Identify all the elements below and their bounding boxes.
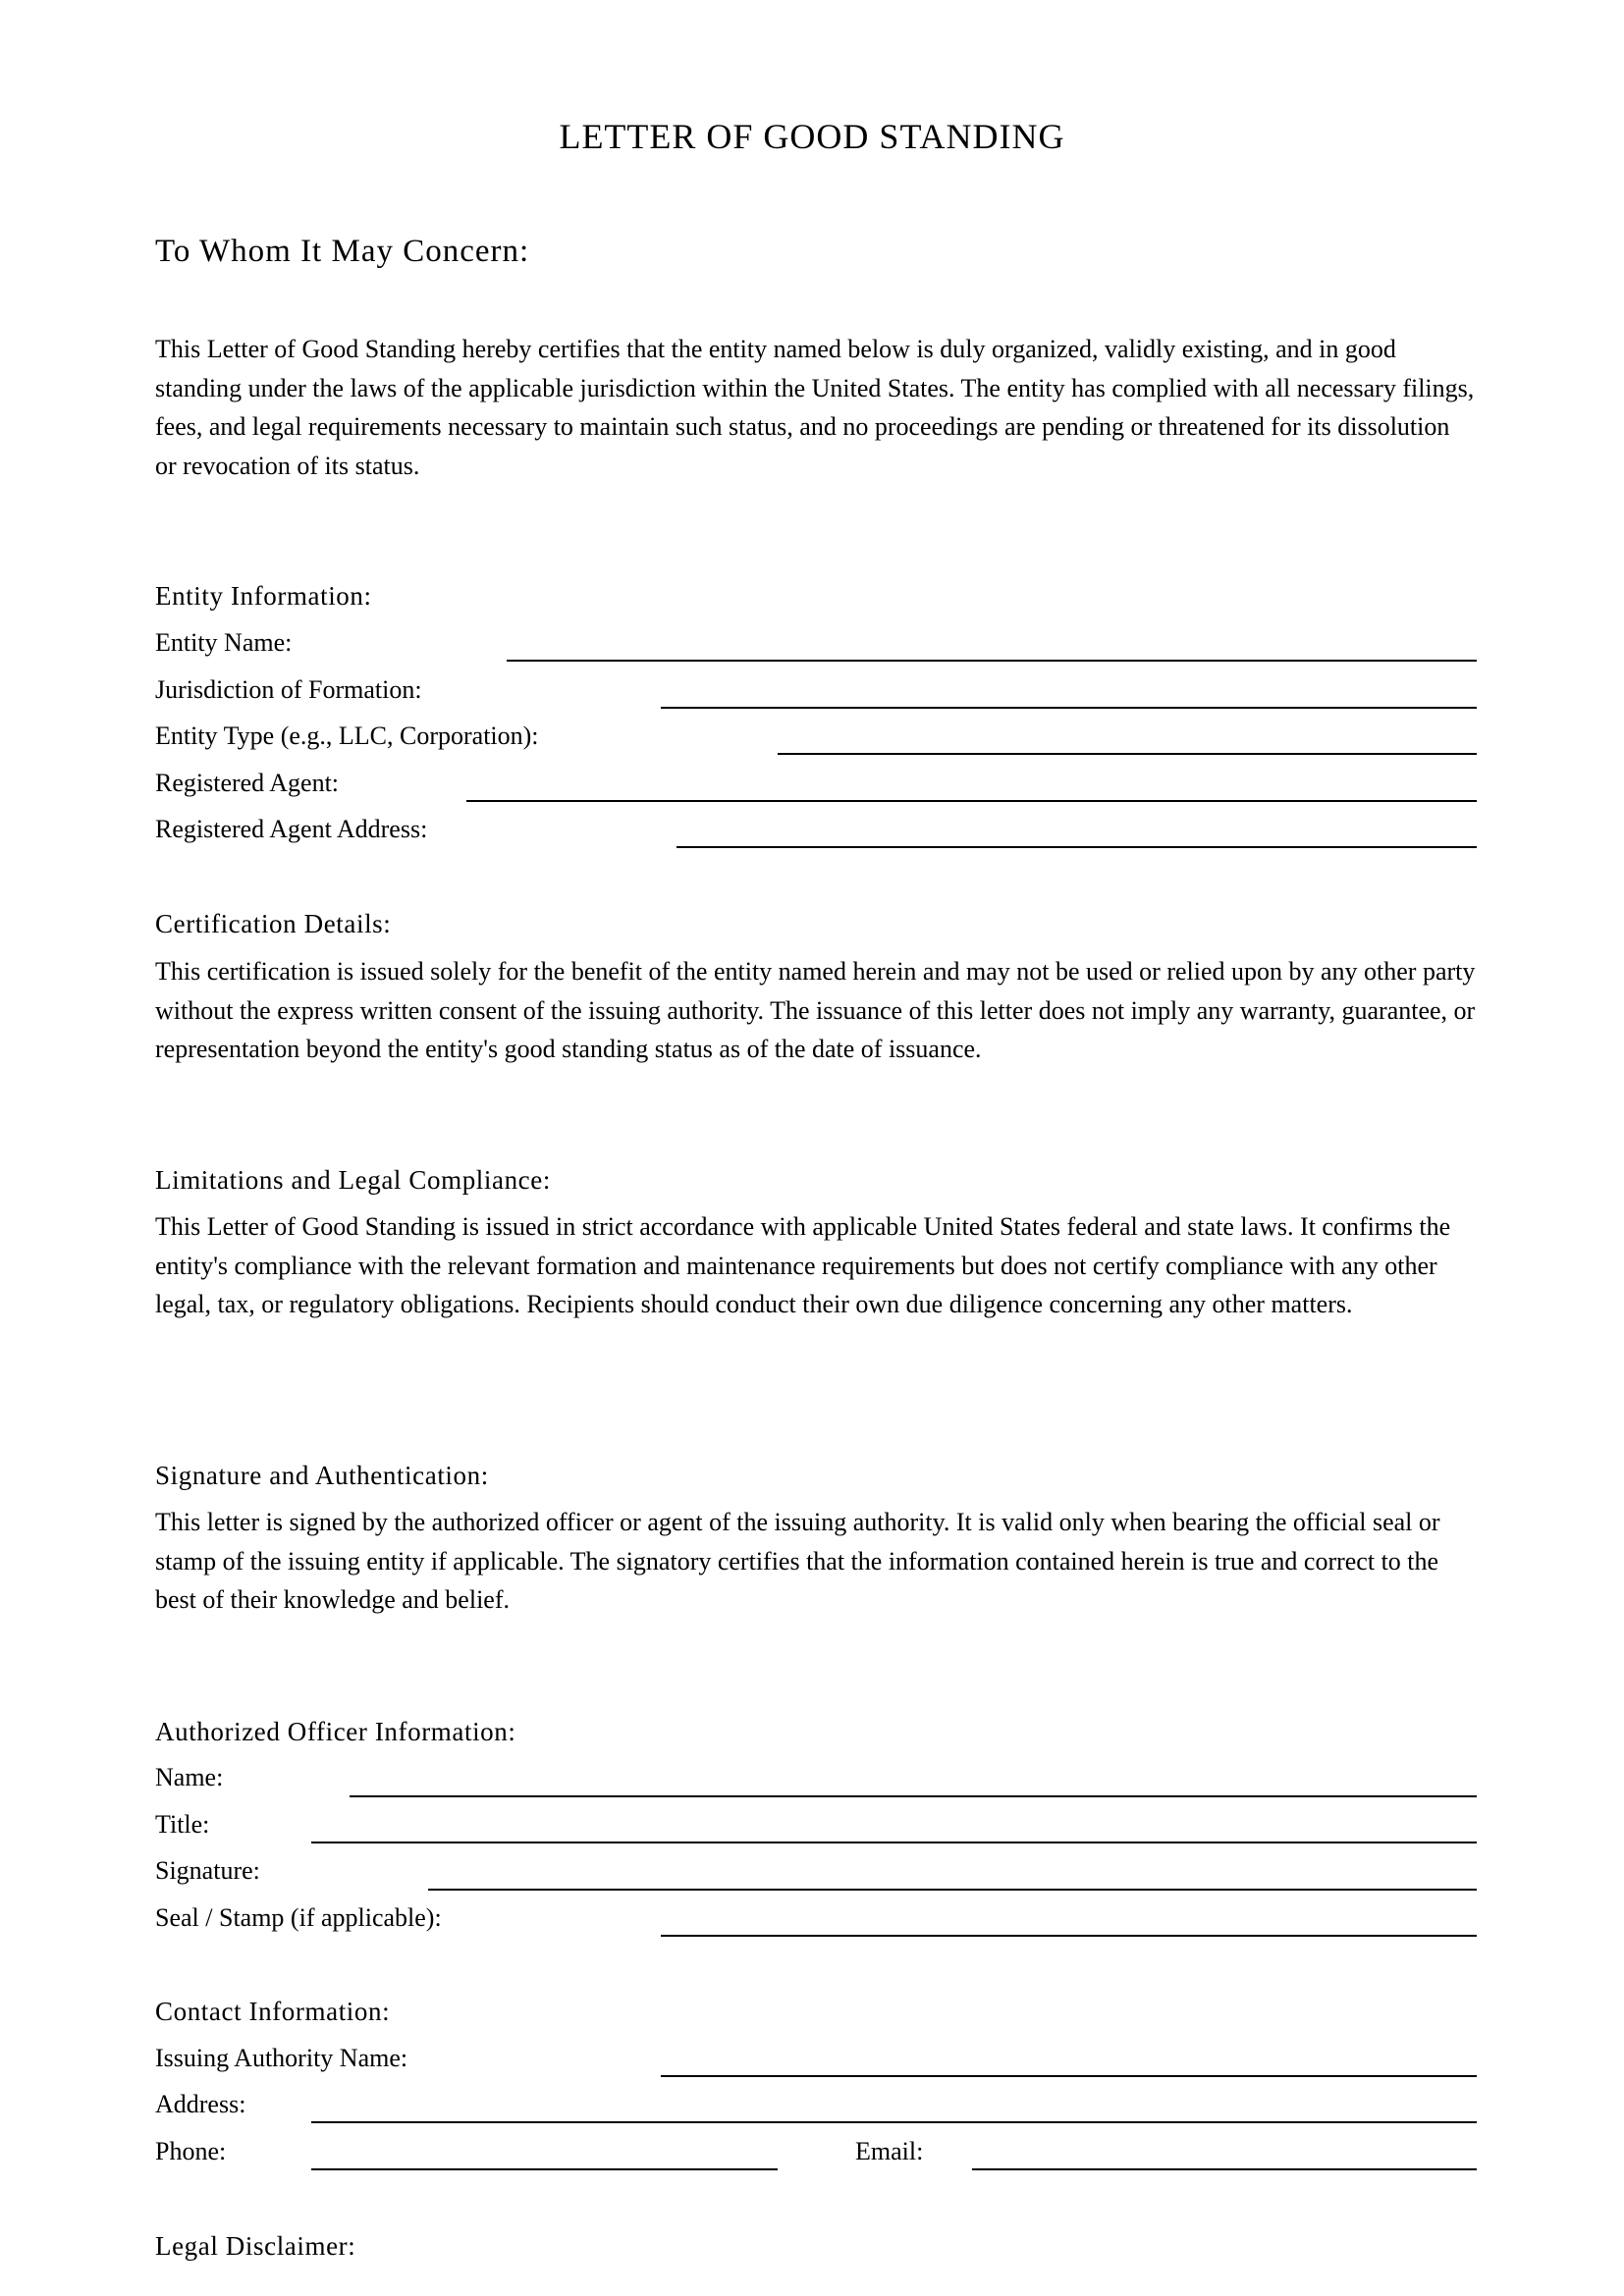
signature-auth-paragraph: This letter is signed by the authorized officer or agent of the issuing authority. It is valid only when bearing the official seal or stamp of the issuing entity if applicable. The signatory certifies that the information contained herein is true and correct to the best of their knowledge and belief. (155, 1508, 1440, 1614)
address-label: Address: (155, 2090, 246, 2118)
officer-signature-label: Signature: (155, 1856, 260, 1885)
email-field[interactable] (972, 2168, 1477, 2170)
entity-type-field[interactable] (778, 753, 1477, 755)
seal-stamp-field[interactable] (661, 1935, 1477, 1937)
officer-title-label: Title: (155, 1810, 210, 1839)
jurisdiction-field[interactable] (661, 707, 1477, 709)
document-title: LETTER OF GOOD STANDING (559, 117, 1065, 156)
officer-info-heading: Authorized Officer Information: (155, 1717, 516, 1746)
contact-info-heading: Contact Information: (155, 1997, 391, 2026)
entity-info-heading: Entity Information: (155, 581, 372, 611)
seal-stamp-label: Seal / Stamp (if applicable): (155, 1903, 442, 1932)
signature-auth-heading: Signature and Authentication: (155, 1461, 489, 1490)
entity-name-label: Entity Name: (155, 628, 293, 657)
registered-agent-label: Registered Agent: (155, 769, 340, 797)
intro-paragraph: This Letter of Good Standing hereby certifies that the entity named below is duly organized, validly existing, and in good standing under the laws of the applicable jurisdiction within the United States. The entity has complied with all necessary filings, fees, and legal requirements necessary to maintain such status, and no proceedings are pending or threatened for its dissolution or revocation of its status. (155, 335, 1475, 480)
phone-field[interactable] (311, 2168, 778, 2170)
issuing-authority-field[interactable] (661, 2075, 1477, 2077)
legal-disclaimer-heading: Legal Disclaimer: (155, 2231, 356, 2261)
officer-title-field[interactable] (311, 1842, 1477, 1843)
officer-name-field[interactable] (350, 1795, 1477, 1797)
address-field[interactable] (311, 2121, 1477, 2123)
issuing-authority-label: Issuing Authority Name: (155, 2044, 408, 2072)
limitations-heading: Limitations and Legal Compliance: (155, 1165, 551, 1195)
entity-type-label: Entity Type (e.g., LLC, Corporation): (155, 721, 539, 750)
registered-agent-field[interactable] (466, 800, 1477, 802)
email-label: Email: (855, 2137, 924, 2165)
certification-heading: Certification Details: (155, 909, 392, 938)
officer-name-label: Name: (155, 1763, 224, 1791)
registered-agent-address-label: Registered Agent Address: (155, 815, 428, 843)
phone-label: Phone: (155, 2137, 227, 2165)
entity-name-field[interactable] (507, 660, 1477, 662)
certification-paragraph: This certification is issued solely for the benefit of the entity named herein and may not be used or relied upon by any other party without the express written consent of the issuing authority. The issuance of this letter does not imply any warranty, guarantee, or representation beyond the entity's good standing status as of the date of issuance. (155, 957, 1476, 1063)
officer-signature-field[interactable] (428, 1889, 1477, 1891)
salutation: To Whom It May Concern: (155, 234, 530, 269)
jurisdiction-label: Jurisdiction of Formation: (155, 675, 422, 704)
registered-agent-address-field[interactable] (677, 846, 1477, 848)
limitations-paragraph: This Letter of Good Standing is issued in strict accordance with applicable United States federal and state laws. It confirms the entity's compliance with the relevant formation and maintenance requirements but does not certify compliance with any other legal, tax, or regulatory obligations. Recipients should conduct their own due diligence concerning any other matters. (155, 1212, 1451, 1318)
